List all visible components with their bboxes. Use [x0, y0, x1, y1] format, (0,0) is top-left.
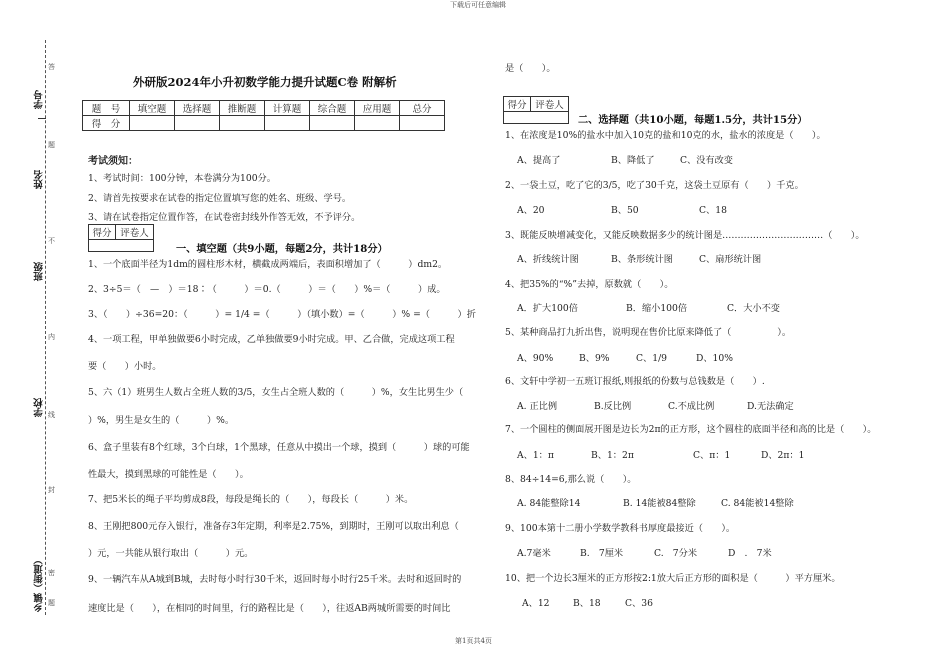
header-note: 下载后可任意编辑: [450, 1, 506, 9]
choice-option[interactable]: A. 正比例: [517, 401, 558, 412]
score-cell[interactable]: [310, 116, 355, 131]
cut-mark: 不: [48, 237, 55, 245]
section1-title: 一、填空题（共9小题，每题2分，共计18分）: [176, 243, 388, 255]
cut-mark: 内: [48, 333, 55, 341]
cut-mark: 线: [48, 411, 55, 419]
scorer-grader-label: 评卷人: [120, 228, 149, 239]
choice-option[interactable]: B.反比例: [594, 401, 632, 412]
label-township: 乡镇（街道）: [34, 555, 45, 612]
choice-option[interactable]: A. 84能整除14: [517, 498, 581, 509]
cut-mark: 答: [48, 63, 55, 71]
choice-option[interactable]: A、20: [517, 205, 545, 216]
choice-option[interactable]: C、没有改变: [680, 155, 733, 166]
question-line: 性最大，摸到黑球的可能性是（ ）。: [88, 469, 249, 480]
question-line: ）%，男生是女生的（ ）%。: [88, 415, 235, 426]
choice-option[interactable]: A、1：π: [517, 450, 554, 461]
label-name: 姓名: [34, 170, 45, 189]
page-footer: 第1页共4页: [455, 637, 492, 645]
page-title: 外研版2024年小升初数学能力提升试题C卷 附解析: [133, 75, 397, 89]
question-line: ）元，一共能从银行取出（ ）元。: [88, 548, 254, 559]
choice-option[interactable]: C、36: [625, 598, 653, 609]
score-header-cell: 选择题: [175, 101, 220, 116]
choice-option[interactable]: D、2π：1: [761, 450, 805, 461]
choice-option[interactable]: B. 14能被84整除: [623, 498, 696, 509]
choice-question: 5、某种商品打九折出售，说明现在售价比原来降低了（ ）。: [505, 327, 792, 338]
question-line: 5、六（1）班男生人数占全班人数的3/5，女生占全班人数的（ ）%，女生比男生少（: [88, 387, 464, 398]
choice-question: 9、100本第十二册小学数学教科书厚度最接近（ ）。: [505, 523, 736, 534]
score-row-label: 得 分: [83, 116, 130, 131]
choice-option[interactable]: B．缩小100倍: [626, 303, 688, 314]
score-header-cell: 计算题: [265, 101, 310, 116]
scorer-box: [88, 224, 154, 240]
scorer-score-label: 得分: [504, 97, 531, 111]
scorer-box-2-blank: [503, 111, 569, 124]
question-line: 9、一辆汽车从A城到B城，去时每小时行30千米，返回时每小时行25千米。去时和返回时的: [88, 574, 462, 585]
question-line: 3、（ ）÷36=20：（ ）= 1/4 =（ ）（填小数）=（ ）% =（ ）折: [88, 309, 476, 320]
choice-option[interactable]: B、50: [611, 205, 639, 216]
cut-line: [45, 40, 46, 615]
choice-option[interactable]: C、π：1: [693, 450, 731, 461]
choice-option[interactable]: B、18: [573, 598, 601, 609]
instructions-title: 考试须知：: [88, 156, 138, 167]
choice-question: 10、把一个边长3厘米的正方形按2:1放大后正方形的面积是（ ）平方厘米。: [505, 573, 841, 584]
question-line: 要（ ）小时。: [88, 361, 162, 372]
choice-option[interactable]: B. 7厘米: [580, 548, 624, 559]
choice-option[interactable]: B、降低了: [611, 155, 655, 166]
label-student-id: 学号: [34, 90, 45, 109]
choice-question: 6、文轩中学初一五班订报纸,则报纸的份数与总钱数是（ ）.: [505, 376, 765, 387]
choice-option[interactable]: A、折线统计图: [517, 254, 579, 265]
continuation-line: 是（ ）。: [505, 63, 556, 74]
choice-question: 7、一个圆柱的侧面展开图是边长为2π的正方形，这个圆柱的底面半径和高的比是（ ）。: [505, 424, 877, 435]
score-header-cell: 推断题: [220, 101, 265, 116]
choice-option[interactable]: C. 7分米: [654, 548, 698, 559]
score-header-cell: 应用题: [355, 101, 400, 116]
score-cell[interactable]: [220, 116, 265, 131]
cut-mark: 题: [48, 141, 55, 149]
score-header-cell: 题 号: [83, 101, 130, 116]
choice-option[interactable]: C. 84能被14整除: [721, 498, 794, 509]
cut-mark: 封: [48, 486, 55, 494]
scorer-box-blank: [88, 239, 154, 252]
choice-option[interactable]: A.7毫米: [517, 548, 551, 559]
instruction-item: 3、请在试卷指定位置作答，在试卷密封线外作答无效，不予评分。: [88, 212, 361, 223]
score-cell[interactable]: [265, 116, 310, 131]
choice-question: 2、一袋土豆，吃了它的3/5，吃了30千克，这袋土豆原有（ ）千克。: [505, 180, 804, 191]
choice-question: 1、在浓度是10%的盐水中加入10克的盐和10克的水，盐水的浓度是（ ）。: [505, 130, 826, 141]
choice-question: 4、把35%的“%”去掉，原数就（ ）。: [505, 279, 674, 290]
score-cell[interactable]: [400, 116, 445, 131]
section2-title: 二、选择题（共10小题，每题1.5分，共计15分）: [578, 114, 808, 126]
score-header-cell: 填空题: [130, 101, 175, 116]
choice-option[interactable]: C、1/9: [636, 353, 668, 364]
score-cell[interactable]: [355, 116, 400, 131]
choice-question: 8、84÷14=6,那么说（ ）。: [505, 474, 637, 485]
choice-option[interactable]: C.不成比例: [668, 401, 715, 412]
choice-option[interactable]: C．大小不变: [727, 303, 780, 314]
choice-option[interactable]: B、9%: [579, 353, 610, 364]
question-line: 1、一个底面半径为1dm的圆柱形木材，横截成两端后，表面积增加了（ ）dm2。: [88, 259, 448, 270]
question-line: 8、王刚把800元存入银行，准备存3年定期，利率是2.75%，到期时，王刚可以取出利息（: [88, 521, 459, 532]
score-header-cell: 总分: [400, 101, 445, 116]
question-line: 4、一项工程，甲单独做要6小时完成，乙单独做要9小时完成。甲、乙合做，完成这项工程: [88, 334, 455, 345]
choice-option[interactable]: A、90%: [517, 353, 554, 364]
choice-option[interactable]: A、提高了: [517, 155, 561, 166]
instruction-item: 1、考试时间：100分钟，本卷满分为100分。: [88, 173, 276, 184]
choice-option[interactable]: B、1：2π: [591, 450, 634, 461]
cut-mark: 密: [48, 569, 55, 577]
question-line: 速度比是（ ），在相同的时间里，行的路程比是（ ），往返AB两城所需要的时间比: [88, 603, 451, 614]
score-cell[interactable]: [130, 116, 175, 131]
choice-question: 3、既能反映增减变化，又能反映数据多少的统计图是……………………………（ ）。: [505, 230, 865, 241]
choice-option[interactable]: A、12: [522, 598, 550, 609]
choice-option[interactable]: D . 7米: [728, 548, 772, 559]
score-table: [82, 100, 445, 131]
choice-option[interactable]: C、扇形统计图: [699, 254, 762, 265]
score-header-cell: 综合题: [310, 101, 355, 116]
choice-option[interactable]: C、18: [699, 205, 727, 216]
instruction-item: 2、请首先按要求在试卷的指定位置填写您的姓名、班级、学号。: [88, 193, 352, 204]
choice-option[interactable]: B、条形统计图: [611, 254, 673, 265]
question-line: 7、把5米长的绳子平均剪成8段，每段是绳长的（ ），每段长（ ）米。: [88, 494, 414, 505]
scorer-grader-label: 评卷人: [535, 100, 564, 111]
label-school: 学校: [34, 398, 45, 417]
choice-option[interactable]: A．扩大100倍: [517, 303, 578, 314]
choice-option[interactable]: D、10%: [696, 353, 733, 364]
scorer-box-2: [503, 96, 569, 112]
score-cell[interactable]: [175, 116, 220, 131]
fill-line: [38, 118, 46, 119]
cut-mark: 题: [48, 599, 55, 607]
question-line: 6、盒子里装有8个红球，3个白球，1个黑球，任意从中摸出一个球，摸到（ ）球的可能: [88, 442, 470, 453]
label-class: 班级: [34, 262, 45, 281]
choice-option[interactable]: D.无法确定: [747, 401, 794, 412]
scorer-score-label: 得分: [89, 225, 116, 239]
question-line: 2、3÷5＝（ — ）＝18∶（ ）＝0.（ ）＝（ ）%＝（ ）成。: [88, 284, 446, 295]
